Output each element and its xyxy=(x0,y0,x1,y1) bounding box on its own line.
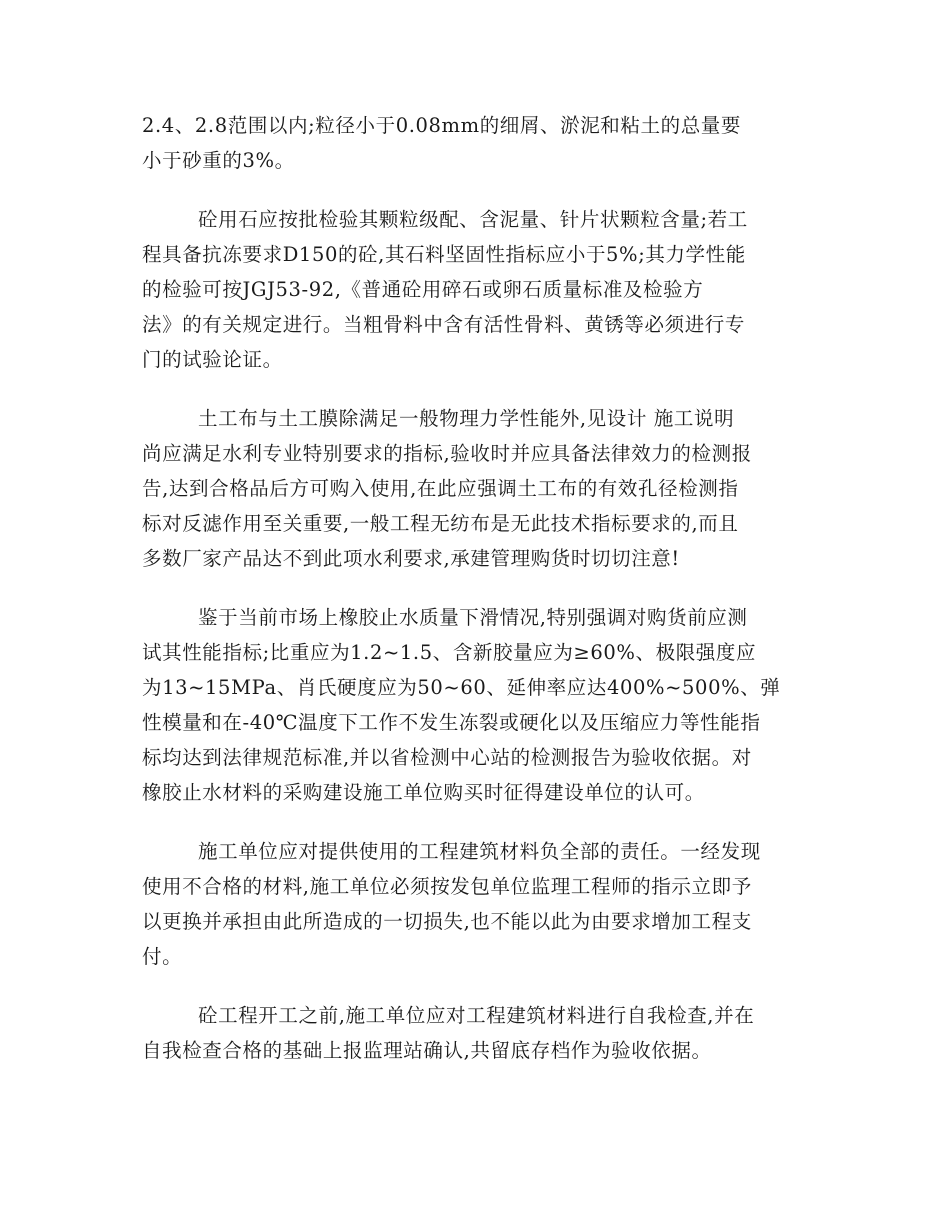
text-line: 为13~15MPa、肖氏硬度应为50~60、延伸率应达400%~500%、弹 xyxy=(142,676,781,699)
paragraph-rubber-waterstop xyxy=(142,600,806,810)
text-line: 以更换并承担由此所造成的一切损失,也不能以此为由要求增加工程支 xyxy=(142,910,752,933)
text-line: 程具备抗冻要求D150的砼,其石料坚固性指标应小于5%;其力学性能 xyxy=(142,243,746,266)
text-line: 砼工程开工之前,施工单位应对工程建筑材料进行自我检查,并在 xyxy=(198,1004,755,1027)
paragraph-contractor-responsibility xyxy=(142,834,806,974)
paragraph-stone-inspection xyxy=(142,202,806,377)
text-line: 施工单位应对提供使用的工程建筑材料负全部的责任。一经发现 xyxy=(198,840,761,863)
text-line: 告,达到合格品后方可购入使用,在此应强调土工布的有效孔径检测指 xyxy=(142,477,739,500)
text-line: 2.4、2.8范围以内;粒径小于0.08mm的细屑、淤泥和粘土的总量要 xyxy=(142,114,741,137)
text-line: 自我检查合格的基础上报监理站确认,共留底存档作为验收依据。 xyxy=(142,1039,712,1062)
text-line: 尚应满足水利专业特别要求的指标,验收时并应具备法律效力的检测报 xyxy=(142,442,752,465)
text-line: 法》的有关规定进行。当粗骨料中含有活性骨料、黄锈等必须进行专 xyxy=(142,313,746,336)
paragraph-gap xyxy=(142,178,806,202)
paragraph-self-inspection xyxy=(142,998,806,1068)
paragraph-gap xyxy=(142,576,806,600)
text-line: 土工布与土工膜除满足一般物理力学性能外,见设计 施工说明 xyxy=(198,407,735,430)
paragraph-geotextile xyxy=(142,401,806,576)
text-line: 橡胶止水材料的采购建设施工单位购买时征得建设单位的认可。 xyxy=(142,781,705,804)
text-line: 多数厂家产品达不到此项水利要求,承建管理购货时切切注意! xyxy=(142,547,680,570)
paragraph-sand-particle-size xyxy=(142,108,806,178)
text-line: 的检验可按JGJ53-92,《普通砼用碎石或卵石质量标准及检验方 xyxy=(142,278,704,301)
text-line: 试其性能指标;比重应为1.2~1.5、含新胶量应为≥60%、极限强度应 xyxy=(142,641,757,664)
text-line: 标对反滤作用至关重要,一般工程无纺布是无此技术指标要求的,而且 xyxy=(142,512,739,535)
text-line: 砼用石应按批检验其颗粒级配、含泥量、针片状颗粒含量;若工 xyxy=(198,208,748,231)
text-line: 使用不合格的材料,施工单位必须按发包单位监理工程师的指示立即予 xyxy=(142,875,752,898)
text-line: 小于砂重的3%。 xyxy=(142,149,295,172)
paragraph-gap xyxy=(142,974,806,998)
paragraph-gap xyxy=(142,377,806,401)
text-line: 性模量和在-40℃温度下工作不发生冻裂或硬化以及压缩应力等性能指 xyxy=(142,711,761,734)
text-line: 付。 xyxy=(142,945,183,968)
text-line: 鉴于当前市场上橡胶止水质量下滑情况,特别强调对购货前应测 xyxy=(198,606,748,629)
text-line: 门的试验论证。 xyxy=(142,348,283,371)
paragraph-gap xyxy=(142,810,806,834)
text-line: 标均达到法律规范标准,并以省检测中心站的检测报告为验收依据。对 xyxy=(142,746,752,769)
document-body xyxy=(142,108,806,1068)
